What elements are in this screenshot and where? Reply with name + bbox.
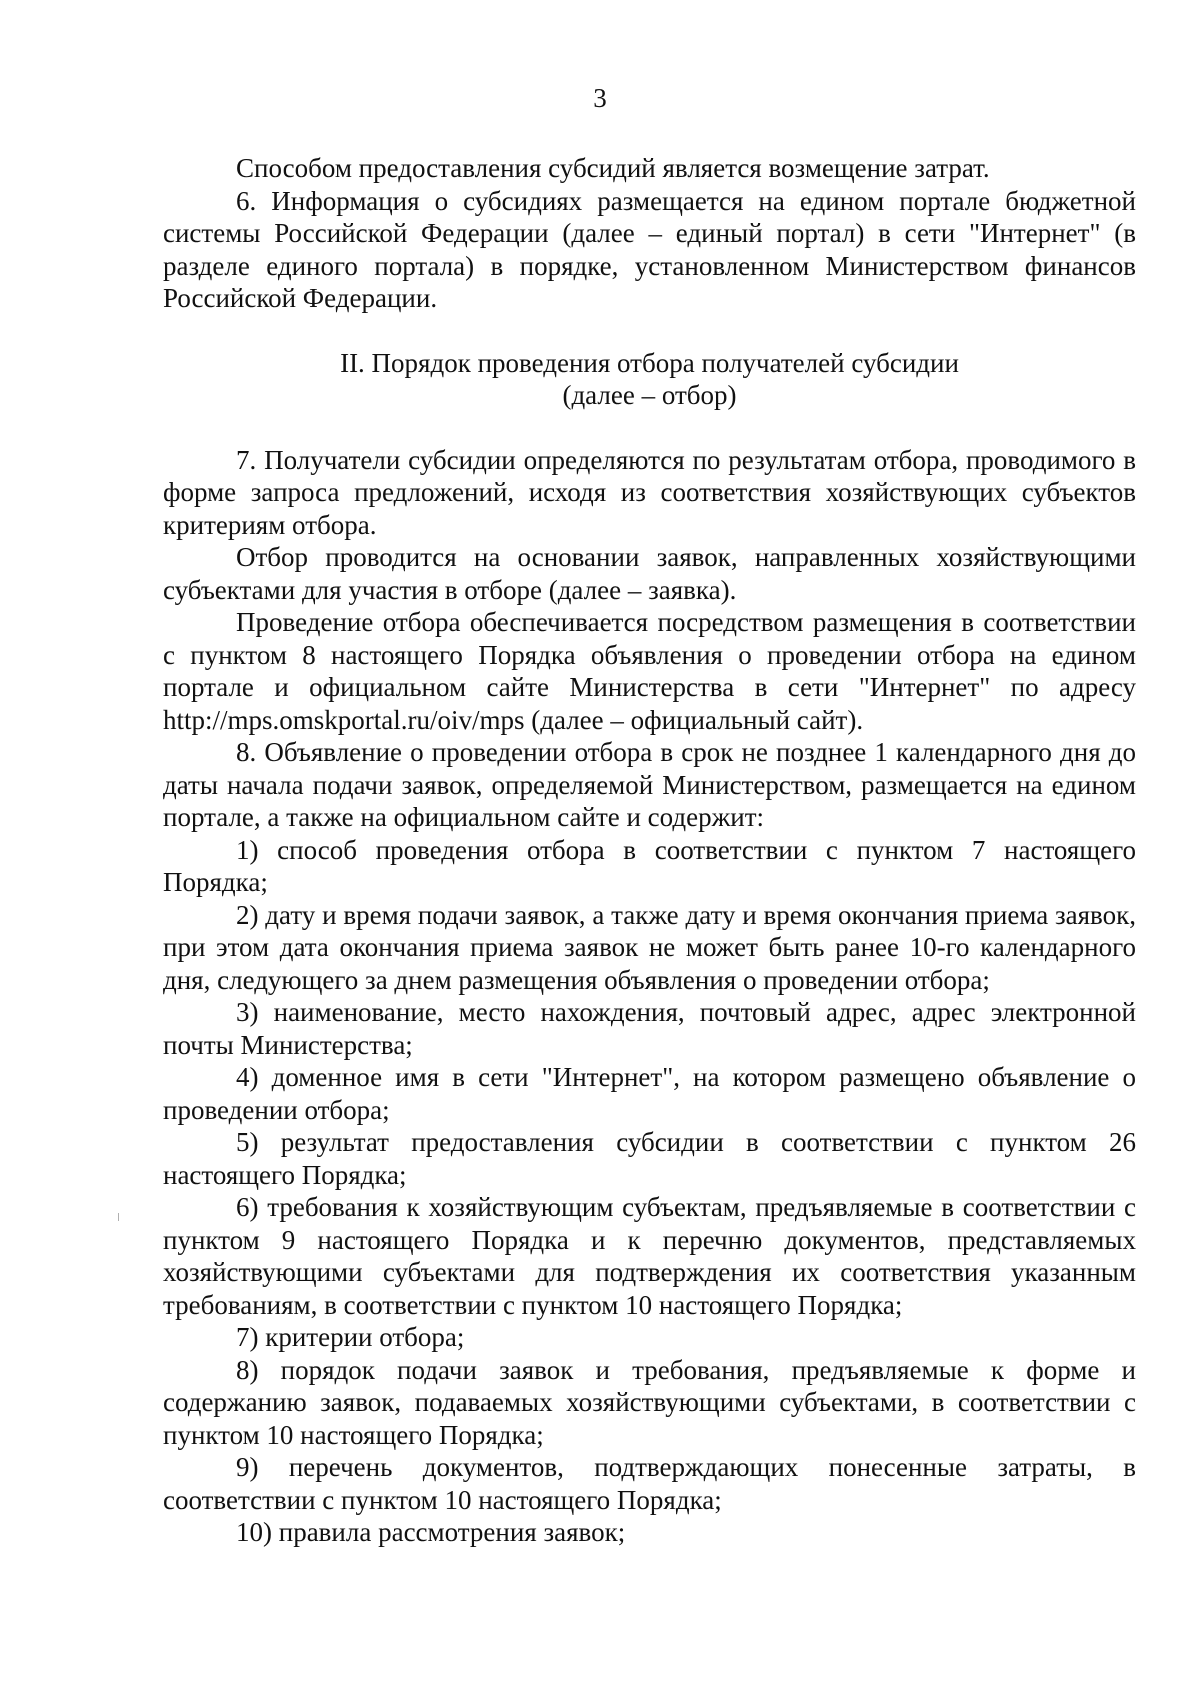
list-item-1: 1) способ проведения отбора в соответствии с пунктом 7 настоящего Порядка; bbox=[163, 834, 1136, 897]
section-heading bbox=[163, 347, 1136, 412]
list-item-5: 5) результат предоставления субсидии в соответствии с пунктом 26 настоящего Порядка; bbox=[163, 1127, 1136, 1190]
document-body bbox=[163, 152, 1136, 1549]
list-item-6: 6) требования к хозяйствующим субъектам, предъявляемые в соответствии с пунктом 9 настоящего Порядка и к перечню документов, представляемых хозяйствующими субъектами для подтверждения их соответствия указанным требованиям, в соответствии с пунктом 10 настоящего Порядка; bbox=[163, 1192, 1136, 1320]
paragraph-8: 8. Объявление о проведении отбора в срок не позднее 1 календарного дня до даты начала подачи заявок, определяемой Министерством, размещается на едином портале, а также на официальном сайте и содержит: bbox=[163, 737, 1136, 832]
list-item-2: 2) дату и время подачи заявок, а также дату и время окончания приема заявок, при этом дата окончания приема заявок не может быть ранее 10-го календарного дня, следующего за днем размещения объявления о проведении отбора; bbox=[163, 899, 1136, 995]
paragraph-7: 7. Получатели субсидии определяются по результатам отбора, проводимого в форме запроса предложений, исходя из соответствия хозяйствующих субъектов критериям отбора. bbox=[163, 444, 1136, 540]
list-item-3: 3) наименование, место нахождения, почтовый адрес, адрес электронной почты Министерства; bbox=[163, 997, 1136, 1060]
list-item-8: 8) порядок подачи заявок и требования, предъявляемые к форме и содержанию заявок, подаваемых хозяйствующими субъектами, в соответствии с пунктом 10 настоящего Порядка; bbox=[163, 1354, 1136, 1450]
section-heading-subtitle: (далее – отбор) bbox=[562, 380, 737, 410]
list-item-7: 7) критерии отбора; bbox=[236, 1322, 465, 1352]
paragraph-6: 6. Информация о субсидиях размещается на едином портале бюджетной системы Российской Федерации (далее – единый портал) в сети "Интернет" (в разделе единого портала) в порядке, установленном Министерством финансов Российской Федерации. bbox=[163, 185, 1136, 313]
section-heading-title: II. Порядок проведения отбора получателей субсидии bbox=[340, 347, 959, 378]
paragraph-selection-publication: Проведение отбора обеспечивается посредством размещения в соответствии с пунктом 8 настоящего Порядка объявления о проведении отбора на едином портале и официальном сайте Министерства в сети "Интернет" по адресу http://mps.omskportal.ru/oiv/mps (далее – официальный сайт). bbox=[163, 607, 1136, 735]
list-item-10: 10) правила рассмотрения заявок; bbox=[236, 1517, 626, 1547]
paragraph-selection-basis: Отбор проводится на основании заявок, направленных хозяйствующими субъектами для участия в отборе (далее – заявка). bbox=[163, 542, 1136, 605]
margin-mark bbox=[118, 1213, 119, 1221]
list-item-4: 4) доменное имя в сети "Интернет", на котором размещено объявление о проведении отбора; bbox=[163, 1062, 1136, 1125]
paragraph-method: Способом предоставления субсидий является возмещение затрат. bbox=[236, 153, 990, 183]
list-item-9: 9) перечень документов, подтверждающих понесенные затраты, в соответствии с пунктом 10 настоящего Порядка; bbox=[163, 1452, 1136, 1515]
page-number: 3 bbox=[593, 83, 607, 113]
